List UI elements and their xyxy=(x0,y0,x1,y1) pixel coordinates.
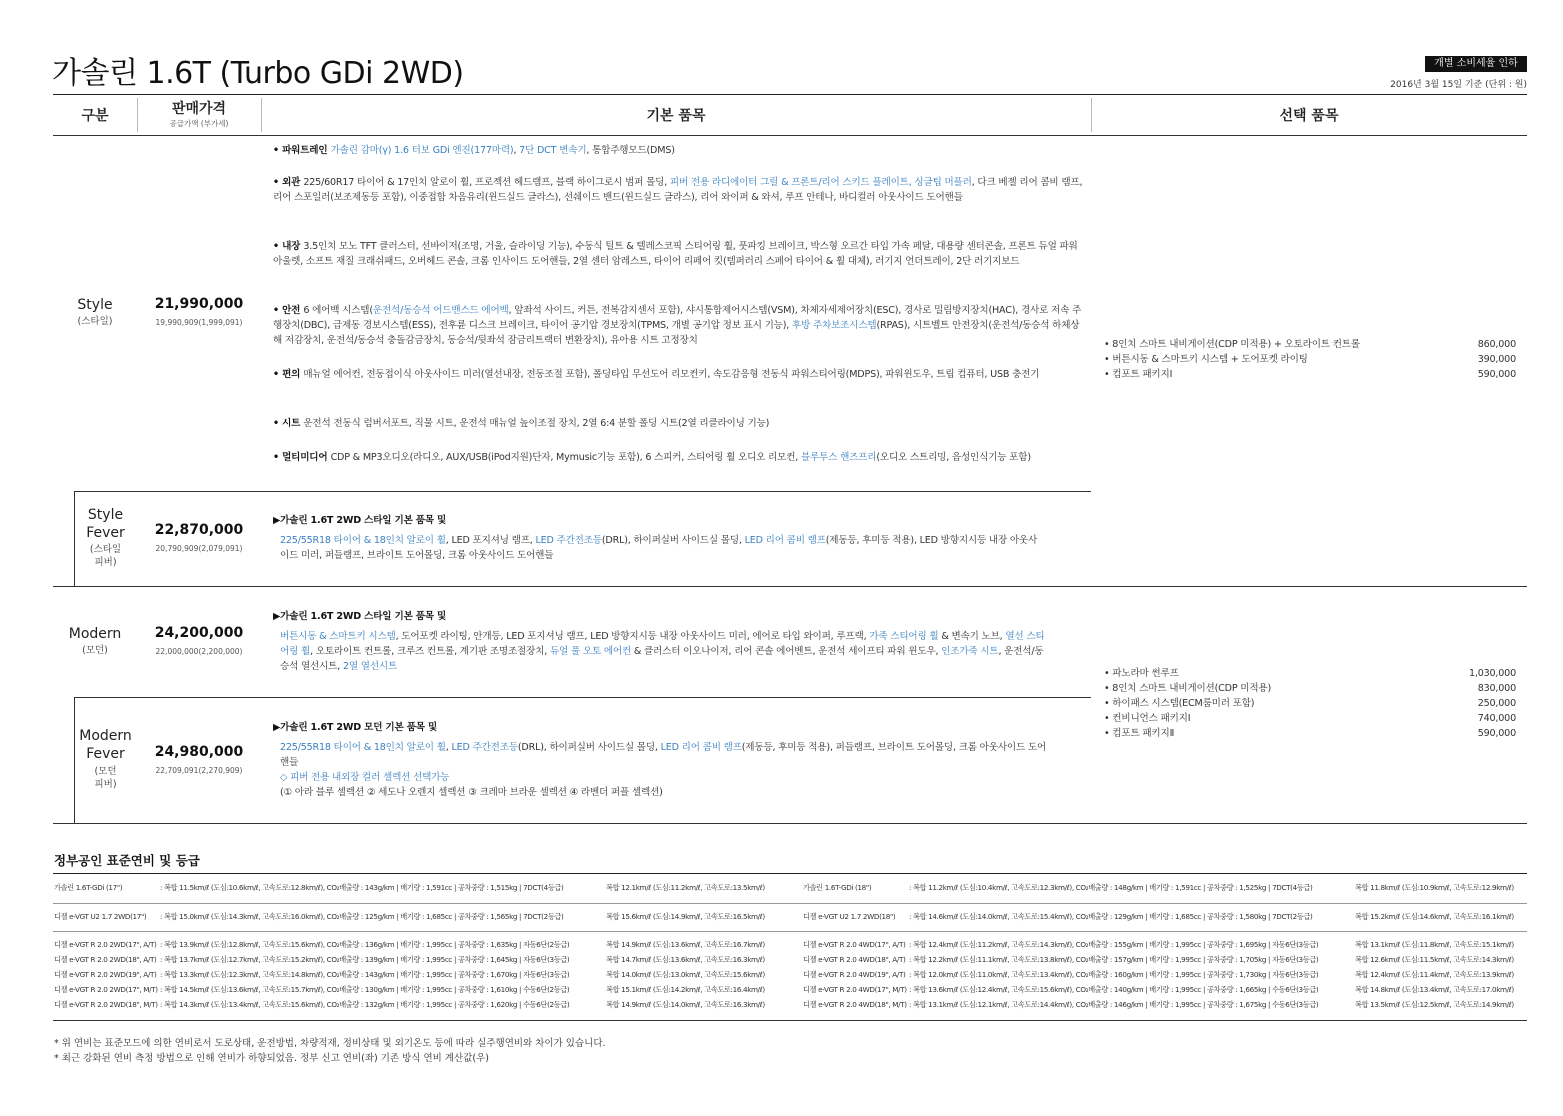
style-group-bottom-rule xyxy=(53,586,1527,587)
option-name: • 버튼시동 & 스마트키 시스템 + 도어포켓 라이팅 xyxy=(1104,354,1308,365)
highlight-text: 7단 DCT 변속기 xyxy=(519,145,587,156)
feature-category-label: • 안전 xyxy=(273,305,304,316)
option-price: 590,000 xyxy=(1477,728,1516,739)
option-name: • 8인치 스마트 내비게이션(CDP 미적용) + 오토라이트 컨트롤 xyxy=(1104,339,1360,350)
style-option-row xyxy=(1104,337,1516,352)
feature-text: , 다크 베젤 리어 콤비 램프, 리어 스포일러(보조제동등 포함), 이중접합 차음유리(윈드실드 글라스), 선쉐이드 밴드(윈드실드 글라스), 리어 와이퍼 & 와셔, 루프 안테나, 바디컬러 아웃사이드 도어핸들 xyxy=(273,177,1083,204)
eff-spec: : 복합 14.6km/ℓ (도심:14.0km/ℓ, 고속도로:15.4km/ℓ), CO₂배출량 : 129g/km | 배기량 : 1,685cc | 공차중량 : 1,580kg | 7DCT(2등급) xyxy=(909,912,1313,921)
style-feature-multimedia xyxy=(273,450,1083,465)
feature-category-label: • 멀티미디어 xyxy=(273,452,331,463)
trim-modern-fever-name-1: Modern xyxy=(79,728,132,744)
style-option-row xyxy=(1104,367,1516,382)
header-option-items: 선택 품목 xyxy=(1279,108,1339,124)
modern-option-row xyxy=(1104,726,1516,741)
eff-old-method: 복합 13.1km/ℓ (도심:11.8km/ℓ, 고속도로:15.1km/ℓ) xyxy=(1355,940,1514,949)
style-fever-features xyxy=(280,533,1040,563)
eff-model: 디젤 e-VGT R 2.0 4WD(17", A/T) xyxy=(803,940,906,949)
eff-spec: : 복합 13.6km/ℓ (도심:12.4km/ℓ, 고속도로:15.6km/ℓ), CO₂배출량 : 140g/km | 배기량 : 1,995cc | 공차중량 : 1,665kg | 수동6단(3등급) xyxy=(909,985,1319,994)
option-price: 250,000 xyxy=(1477,698,1516,709)
eff-rule-1 xyxy=(53,903,1527,904)
header-sep-2 xyxy=(261,98,262,132)
feature-text: , 앞좌석 사이드, 커튼, 전복감지센서 포함), 샤시통합제어시스템(VSM), 차체자세제어장치(ESC), 경사로 밀림방지장치(HAC), 경사로 저속 주행장치(DBC), 급제동 경보시스템(ESS), 전후륜 디스크 브레이크, 타이어 공기압 경보장치(TPMS, 개별 공기압 정보 표시 기능), xyxy=(273,305,1082,332)
header-basic-items: 기본 품목 xyxy=(646,108,706,124)
option-price: 390,000 xyxy=(1477,354,1516,365)
eff-model: 디젤 e-VGT R 2.0 2WD(17", M/T) xyxy=(54,985,158,994)
feature-text: (제동등, 후미등 적용), 퍼들램프, 브라이트 도어몰딩, 크롬 아웃사이드 도어핸들 xyxy=(280,742,1047,769)
eff-old-method: 복합 12.1km/ℓ (도심:11.2km/ℓ, 고속도로:13.5km/ℓ) xyxy=(606,883,765,892)
eff-model: 디젤 e-VGT U2 1.7 2WD(17") xyxy=(54,912,147,921)
eff-model: 가솔린 1.6T-GDi (17") xyxy=(54,883,123,892)
option-name: • 컴포트 패키지Ⅰ xyxy=(1104,369,1173,380)
option-name: • 8인치 스마트 내비게이션(CDP 미적용) xyxy=(1104,683,1271,694)
tax-cut-badge: 개별 소비세율 인하 xyxy=(1425,56,1527,72)
eff-model: 디젤 e-VGT R 2.0 2WD(19", A/T) xyxy=(54,970,157,979)
highlight-text: 듀얼 풀 오토 에어컨 xyxy=(549,646,632,658)
options-style-list xyxy=(1104,337,1516,382)
trim-modern-price: 24,200,000 xyxy=(154,625,244,641)
page-title: 가솔린 1.6T (Turbo GDi 2WD) xyxy=(52,56,464,91)
trim-style-fever-sub-2: 피버) xyxy=(94,557,117,568)
feature-text: 3.5인치 모노 TFT 클러스터, 선바이저(조명, 거울, 슬라이딩 기능), 수동식 틸트 & 텔레스코픽 스티어링 휠, 풋파킹 브레이크, 박스형 오르간 타입 가속 페달, 대용량 센터콘솔, 프론트 듀얼 파워 아울렛, 소프트 재질 크래쉬패드, 오버헤드 콘솔, 크롬 인사이드 도어핸들, 2열 센터 암레스트, 타이어 리페어 킷(템퍼러리 스페어 타이어 & 휠 대체), 러기지 언더트레이, 2단 러기지보드 xyxy=(273,241,1078,268)
eff-spec: : 복합 13.9km/ℓ (도심:12.8km/ℓ, 고속도로:15.6km/ℓ), CO₂배출량 : 136g/km | 배기량 : 1,995cc | 공차중량 : 1,635kg | 자동6단(2등급) xyxy=(160,940,570,949)
highlight-text: LED 주간전조등 xyxy=(535,535,602,546)
feature-text: , LED 포지셔닝 램프, xyxy=(445,535,536,546)
highlight-text: 가솔린 감마(γ) 1.6 터보 GDi 엔진(177마력) xyxy=(330,145,514,156)
modern-fever-color-line: ◇ 피버 전용 내외장 컬러 셀렉션 선택가능 xyxy=(280,772,450,783)
highlight-text: 블루투스 핸즈프리 xyxy=(800,452,877,463)
eff-spec: : 복합 13.3km/ℓ (도심:12.3km/ℓ, 고속도로:14.8km/ℓ), CO₂배출량 : 143g/km | 배기량 : 1,995cc | 공차중량 : 1,670kg | 자동6단(3등급) xyxy=(160,970,570,979)
eff-old-method: 복합 14.9km/ℓ (도심:14.0km/ℓ, 고속도로:16.3km/ℓ) xyxy=(606,1000,765,1009)
efficiency-section-title: 정부공인 표준연비 및 등급 xyxy=(54,853,200,868)
trim-modern-fever-price: 24,980,000 xyxy=(154,744,244,760)
trim-modern-sub: (모던) xyxy=(82,645,108,656)
highlight-text: 225/55R18 타이어 & 18인치 알로이 휠 xyxy=(280,535,446,546)
eff-old-method: 복합 14.9km/ℓ (도심:13.6km/ℓ, 고속도로:16.7km/ℓ) xyxy=(606,940,765,949)
highlight-text: 피버 전용 라디에이터 그릴 & 프론트/리어 스키드 플레이트, 싱글팁 머플러 xyxy=(669,177,972,188)
feature-body xyxy=(273,177,1082,203)
modern-option-row xyxy=(1104,681,1516,696)
eff-old-method: 복합 15.1km/ℓ (도심:14.2km/ℓ, 고속도로:16.4km/ℓ) xyxy=(606,985,765,994)
feature-text: CDP & MP3오디오(라디오, AUX/USB(iPod지원)단자, Mymusic기능 포함), 6 스피커, 스티어링 휠 오디오 리모컨, xyxy=(330,452,801,463)
trim-modern-name: Modern xyxy=(68,626,122,642)
highlight-text: 열선 스티어링 휠 xyxy=(280,631,1045,658)
feature-body xyxy=(331,452,1031,463)
trim-style-name: Style xyxy=(77,297,113,313)
eff-model: 디젤 e-VGT U2 1.7 2WD(18") xyxy=(803,912,896,921)
highlight-text: LED 리어 콤비 램프 xyxy=(660,742,742,753)
feature-text: 6 에어백 시스템( xyxy=(303,305,373,316)
trim-modern-price-sub: 22,000,000(2,200,000) xyxy=(155,647,243,656)
option-price: 860,000 xyxy=(1477,339,1516,350)
style-feature-exterior xyxy=(273,175,1083,205)
style-feature-powertrain xyxy=(273,143,1083,158)
trim-modern-fever-price-sub: 22,709,091(2,270,909) xyxy=(155,766,243,775)
style-feature-interior xyxy=(273,239,1083,269)
trim-style-fever-price-sub: 20,790,909(2,079,091) xyxy=(155,544,243,553)
eff-model: 디젤 e-VGT R 2.0 2WD(18", A/T) xyxy=(54,955,157,964)
eff-bottom-rule xyxy=(53,1020,1527,1021)
style-feature-seat xyxy=(273,416,1083,431)
eff-old-method: 복합 14.7km/ℓ (도심:13.6km/ℓ, 고속도로:16.3km/ℓ) xyxy=(606,955,765,964)
feature-text: 매뉴얼 에어컨, 전동접이식 아웃사이드 미러(열선내장, 전동조절 포함), 폴딩타입 무선도어 리모컨키, 속도감응형 전동식 파워스티어링(MDPS), 파워윈도우, 트립 컴퓨터, USB 충전기 xyxy=(303,369,1040,380)
feature-text: , 운전석/동승석 열선시트, xyxy=(280,646,1044,673)
style-fever-heading: ▶가솔린 1.6T 2WD 스타일 기본 품목 및 xyxy=(273,515,447,526)
highlight-text: 운전석/동승석 어드밴스드 에어백 xyxy=(372,305,509,316)
style-option-row xyxy=(1104,352,1516,367)
trim-style-fever-price: 22,870,000 xyxy=(154,522,244,538)
feature-body xyxy=(273,305,1081,346)
highlight-text: 가죽 스티어링 휠 xyxy=(869,631,939,642)
option-price: 740,000 xyxy=(1477,713,1516,724)
modern-option-row xyxy=(1104,666,1516,681)
header-price-sub: 공급가액 (부가세) xyxy=(169,119,229,128)
feature-category-label: • 파워트레인 xyxy=(273,145,331,156)
eff-old-method: 복합 15.6km/ℓ (도심:14.9km/ℓ, 고속도로:16.5km/ℓ) xyxy=(606,912,765,921)
feature-text: , xyxy=(445,742,452,753)
feature-text: , 도어포켓 라이팅, 안개등, LED 포지셔닝 램프, LED 방향지시등 내장 아웃사이드 미러, 에어로 타입 와이퍼, 루프랙, xyxy=(395,631,870,642)
header-category: 구분 xyxy=(81,108,109,124)
modern-fever-heading: ▶가솔린 1.6T 2WD 모던 기본 품목 및 xyxy=(273,722,438,733)
option-name: • 파노라마 썬루프 xyxy=(1104,668,1179,679)
feature-text: , 오토라이트 컨트롤, 크루즈 컨트롤, 계기판 조명조절장치, xyxy=(310,646,550,658)
options-modern-list xyxy=(1104,666,1516,741)
trim-style-sub: (스타일) xyxy=(77,316,113,327)
highlight-text: 인조가죽 시트 xyxy=(941,646,999,658)
eff-old-method: 복합 14.0km/ℓ (도심:13.0km/ℓ, 고속도로:15.6km/ℓ) xyxy=(606,970,765,979)
table-bottom-rule xyxy=(53,823,1527,824)
feature-text: (오디오 스트리밍, 음성인식기능 포함) xyxy=(876,452,1031,463)
option-price: 1,030,000 xyxy=(1468,668,1516,679)
feature-text: (DRL), 하이퍼실버 사이드실 몰딩, xyxy=(517,742,661,753)
eff-model: 디젤 e-VGT R 2.0 4WD(18", A/T) xyxy=(803,955,906,964)
modern-fever-features xyxy=(280,740,1050,770)
trim-modern-fever-sub-2: 피버) xyxy=(94,779,117,790)
eff-top-rule xyxy=(53,873,1527,874)
eff-old-method: 복합 13.5km/ℓ (도심:12.5km/ℓ, 고속도로:14.9km/ℓ) xyxy=(1355,1000,1514,1009)
modern-option-row xyxy=(1104,696,1516,711)
feature-text: & 변속기 노브, xyxy=(938,631,1006,642)
header-sep-3 xyxy=(1091,98,1092,132)
feature-category-label: • 시트 xyxy=(273,418,304,429)
feature-body xyxy=(303,369,1039,380)
eff-model: 디젤 e-VGT R 2.0 4WD(19", A/T) xyxy=(803,970,906,979)
highlight-text: LED 주간전조등 xyxy=(451,742,518,753)
modern-fever-color-options: (① 아라 블루 셀렉션 ② 세도나 오렌지 셀렉션 ③ 크레마 브라운 셀렉션 ④ 라벤더 퍼플 셀렉션) xyxy=(280,787,663,798)
feature-category-label: • 편의 xyxy=(273,369,304,380)
modern-fever-top-rule xyxy=(74,697,1091,698)
modern-option-row xyxy=(1104,711,1516,726)
highlight-text: 버튼시동 & 스마트키 시스템 xyxy=(280,631,396,642)
feature-body xyxy=(273,241,1078,267)
header-sep-1 xyxy=(137,98,138,132)
date-unit-note: 2016년 3월 15일 기준 (단위 : 원) xyxy=(1390,80,1527,90)
modern-heading: ▶가솔린 1.6T 2WD 스타일 기본 품목 및 xyxy=(273,611,447,622)
header-top-rule xyxy=(53,94,1527,95)
eff-model: 디젤 e-VGT R 2.0 2WD(17", A/T) xyxy=(54,940,157,949)
style-fever-top-rule xyxy=(74,491,1091,492)
eff-spec: : 복합 12.0km/ℓ (도심:11.0km/ℓ, 고속도로:13.4km/ℓ), CO₂배출량 : 160g/km | 배기량 : 1,995cc | 공차중량 : 1,730kg | 자동6단(3등급) xyxy=(909,970,1319,979)
option-price: 590,000 xyxy=(1477,369,1516,380)
eff-spec: : 복합 11.2km/ℓ (도심:10.4km/ℓ, 고속도로:12.3km/ℓ), CO₂배출량 : 148g/km | 배기량 : 1,591cc | 공차중량 : 1,525kg | 7DCT(4등급) xyxy=(909,883,1313,892)
trim-modern-fever-name-2: Fever xyxy=(86,746,125,762)
eff-spec: : 복합 11.5km/ℓ (도심:10.6km/ℓ, 고속도로:12.8km/ℓ), CO₂배출량 : 143g/km | 배기량 : 1,591cc | 공차중량 : 1,515kg | 7DCT(4등급) xyxy=(160,883,564,892)
eff-model: 디젤 e-VGT R 2.0 2WD(18", M/T) xyxy=(54,1000,158,1009)
feature-body xyxy=(303,418,769,429)
style-feature-convenience xyxy=(273,367,1083,382)
feature-text: (제동등, 후미등 적용), LED 방향지시등 내장 아웃사이드 미러, 퍼들램프, 브라이트 도어몰딩, 크롬 아웃사이드 도어핸들 xyxy=(280,535,1038,562)
feature-category-label: • 내장 xyxy=(273,241,304,252)
eff-spec: : 복합 13.1km/ℓ (도심:12.1km/ℓ, 고속도로:14.4km/ℓ), CO₂배출량 : 146g/km | 배기량 : 1,995cc | 공차중량 : 1,675kg | 수동6단(3등급) xyxy=(909,1000,1319,1009)
trim-style-price: 21,990,000 xyxy=(154,296,244,312)
feature-text: (RPAS), 시트벨트 안전장치(운전석/동승석 하체상해 저감장치, 운전석/동승석 충돌감금장치, 동승석/뒷좌석 잠금리트랙터 변환장치), 유아용 시트 고정장치 xyxy=(273,320,1080,347)
feature-body xyxy=(331,145,675,156)
feature-text: , 통합주행모드(DMS) xyxy=(586,145,675,156)
style-feature-safety xyxy=(273,303,1083,349)
eff-spec: : 복합 14.5km/ℓ (도심:13.6km/ℓ, 고속도로:15.7km/ℓ), CO₂배출량 : 130g/km | 배기량 : 1,995cc | 공차중량 : 1,610kg | 수동6단(2등급) xyxy=(160,985,570,994)
eff-old-method: 복합 14.8km/ℓ (도심:13.4km/ℓ, 고속도로:17.0km/ℓ) xyxy=(1355,985,1514,994)
option-price: 830,000 xyxy=(1477,683,1516,694)
trim-style-fever-name-2: Fever xyxy=(86,525,125,541)
eff-model: 가솔린 1.6T-GDi (18") xyxy=(803,883,872,892)
footnote-1: * 위 연비는 표준모드에 의한 연비로서 도로상태, 운전방법, 차량적재, 정비상태 및 외기온도 등에 따라 실주행연비와 차이가 있습니다. xyxy=(54,1038,606,1049)
feature-text: 운전석 전동식 럼버서포트, 직물 시트, 운전석 매뉴얼 높이조절 장치, 2열 6:4 분할 폴딩 시트(2열 리클라이닝 기능) xyxy=(303,418,770,429)
eff-model: 디젤 e-VGT R 2.0 4WD(17", M/T) xyxy=(803,985,907,994)
eff-spec: : 복합 14.3km/ℓ (도심:13.4km/ℓ, 고속도로:15.6km/ℓ), CO₂배출량 : 132g/km | 배기량 : 1,995cc | 공차중량 : 1,620kg | 수동6단(2등급) xyxy=(160,1000,570,1009)
highlight-text: 후방 주차보조시스템 xyxy=(792,320,877,332)
feature-text: 225/60R17 타이어 & 17인치 알로이 휠, 프로젝션 헤드램프, 블랙 하이그로시 범퍼 몰딩, xyxy=(303,177,670,188)
header-bottom-rule xyxy=(53,135,1527,136)
eff-model: 디젤 e-VGT R 2.0 4WD(18", M/T) xyxy=(803,1000,907,1009)
eff-spec: : 복합 12.2km/ℓ (도심:11.1km/ℓ, 고속도로:13.8km/ℓ), CO₂배출량 : 157g/km | 배기량 : 1,995cc | 공차중량 : 1,705kg | 자동6단(3등급) xyxy=(909,955,1319,964)
highlight-text: 225/55R18 타이어 & 18인치 알로이 휠 xyxy=(280,742,446,753)
feature-text: , xyxy=(513,145,520,156)
option-name: • 컨비니언스 패키지Ⅰ xyxy=(1104,713,1191,724)
trim-style-fever-name-1: Style xyxy=(87,507,124,523)
feature-text: & 클러스터 이오나이저, 리어 콘솔 에어벤트, 운전석 세이프티 파워 윈도우, xyxy=(631,646,942,658)
highlight-text: 2열 열선시트 xyxy=(342,661,398,673)
eff-rule-2 xyxy=(53,931,1527,932)
header-price: 판매가격 xyxy=(171,101,227,117)
option-name: • 하이패스 시스템(ECM룸미러 포함) xyxy=(1104,698,1255,709)
option-name: • 컴포트 패키지Ⅱ xyxy=(1104,728,1175,739)
trim-style-fever-sub-1: (스타일 xyxy=(89,544,122,555)
eff-spec: : 복합 13.7km/ℓ (도심:12.7km/ℓ, 고속도로:15.2km/ℓ), CO₂배출량 : 139g/km | 배기량 : 1,995cc | 공차중량 : 1,645kg | 자동6단(3등급) xyxy=(160,955,570,964)
feature-text: (DRL), 하이퍼실버 사이드실 몰딩, xyxy=(601,535,745,546)
eff-spec: : 복합 12.4km/ℓ (도심:11.2km/ℓ, 고속도로:14.3km/ℓ), CO₂배출량 : 155g/km | 배기량 : 1,995cc | 공차중량 : 1,695kg | 자동6단(3등급) xyxy=(909,940,1319,949)
highlight-text: LED 리어 콤비 램프 xyxy=(744,535,826,546)
footnote-2: * 최근 강화된 연비 측정 방법으로 인해 연비가 하향되었음. 정부 신고 연비(좌) 기존 방식 연비 계산값(우) xyxy=(54,1053,489,1064)
trim-style-price-sub: 19,990,909(1,999,091) xyxy=(155,318,243,327)
feature-category-label: • 외관 xyxy=(273,177,304,188)
eff-old-method: 복합 12.6km/ℓ (도심:11.5km/ℓ, 고속도로:14.3km/ℓ) xyxy=(1355,955,1514,964)
modern-features xyxy=(280,629,1050,675)
eff-old-method: 복합 11.8km/ℓ (도심:10.9km/ℓ, 고속도로:12.9km/ℓ) xyxy=(1355,883,1514,892)
eff-old-method: 복합 12.4km/ℓ (도심:11.4km/ℓ, 고속도로:13.9km/ℓ) xyxy=(1355,970,1514,979)
trim-modern-fever-sub-1: (모던 xyxy=(94,766,117,777)
eff-spec: : 복합 15.0km/ℓ (도심:14.3km/ℓ, 고속도로:16.0km/ℓ), CO₂배출량 : 125g/km | 배기량 : 1,685cc | 공차중량 : 1,565kg | 7DCT(2등급) xyxy=(160,912,564,921)
eff-old-method: 복합 15.2km/ℓ (도심:14.6km/ℓ, 고속도로:16.1km/ℓ) xyxy=(1355,912,1514,921)
